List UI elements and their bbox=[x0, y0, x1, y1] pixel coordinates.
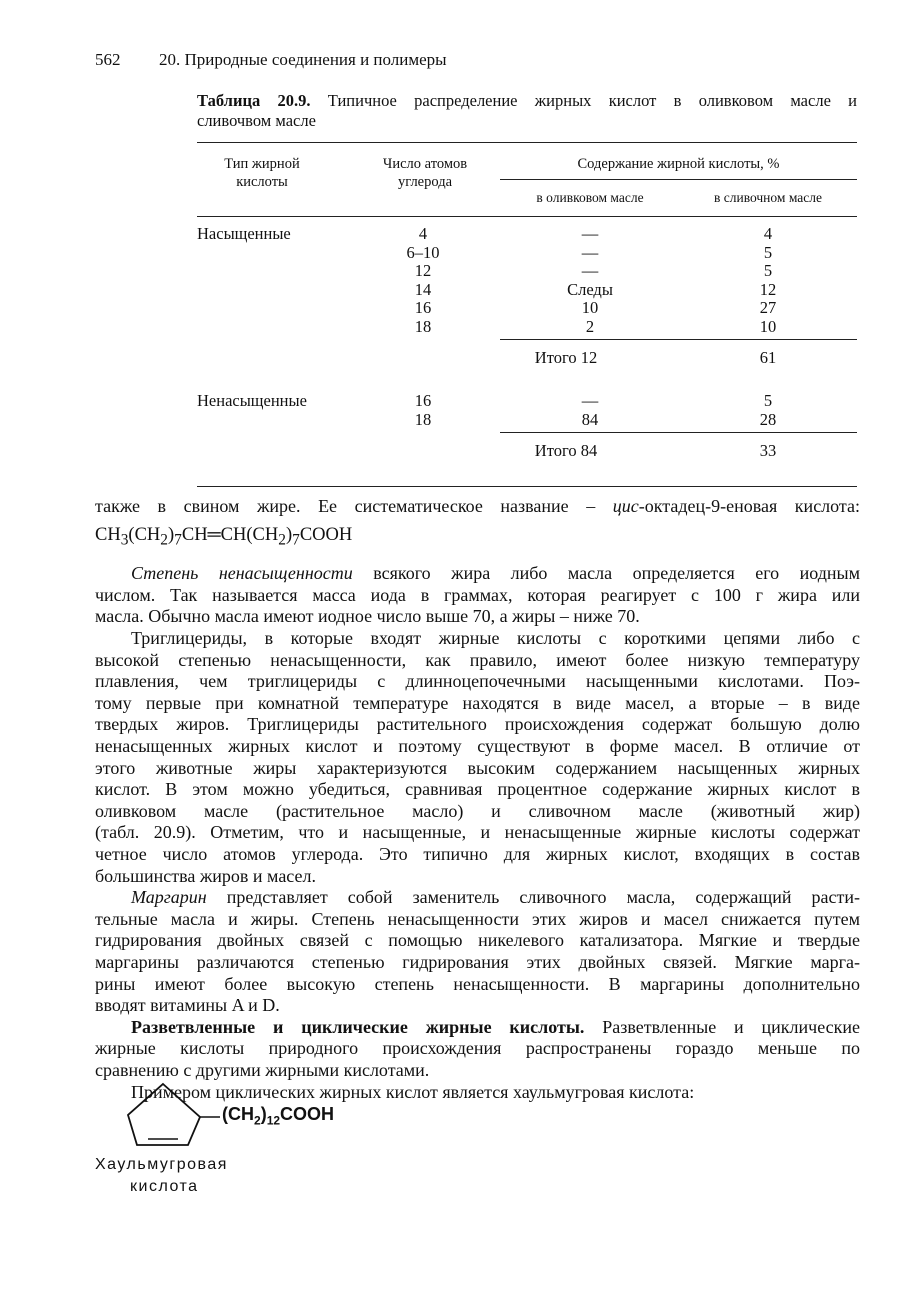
cell-carbon: 14 bbox=[414, 279, 432, 299]
text-line: вводят витамины A и D. bbox=[95, 995, 280, 1016]
cell-butter: 27 bbox=[759, 298, 777, 317]
caption-label: Таблица 20.9. bbox=[197, 91, 311, 110]
structure-label: Хаульмугровая bbox=[95, 1156, 228, 1173]
cell-carbon: 18 bbox=[414, 316, 432, 336]
cell-total-butter: 33 bbox=[759, 441, 777, 460]
paragraph-triglycerides bbox=[95, 628, 860, 887]
cell-butter: 5 bbox=[763, 261, 773, 280]
cell-butter: 28 bbox=[759, 409, 777, 429]
cell-carbon: 6–10 bbox=[406, 242, 440, 262]
table-rule bbox=[197, 486, 857, 487]
caption-text: Типичное распределение жирных кислот в оливковом масле и bbox=[327, 91, 857, 110]
text-line: маргарины различаются степенью гидрирования этих двойных связей. Мягкие марга- bbox=[95, 951, 860, 972]
oleic-acid-formula: $CH_3(CH_2)_7CH═CH(CH_2)_7COOH$ bbox=[95, 524, 353, 549]
text-line: этого животные жиры характеризуются высоким содержанием насыщенных жирных bbox=[95, 757, 860, 778]
cell-total-olive: Итого 12 bbox=[534, 348, 598, 367]
cell-carbon: 16 bbox=[414, 298, 432, 317]
body-text bbox=[95, 496, 860, 1103]
table-rule bbox=[500, 432, 857, 433]
col-header-type: Тип жирной кислоты bbox=[224, 156, 300, 190]
substituent-formula: $(CH_2)_{12}COOH$ bbox=[222, 1104, 335, 1128]
text-line: плавления, чем триглицериды с длинноцепочечными насыщенными кислотами. Поэ- bbox=[95, 671, 860, 692]
text-line: гидрирования двойных связей с помощью никелевого катализатора. Мягкие и твердые bbox=[95, 930, 860, 951]
cell-carbon: 12 bbox=[414, 261, 432, 280]
cell-carbon: 4 bbox=[418, 224, 428, 243]
cell-butter: 5 bbox=[763, 391, 773, 410]
paragraph-unsaturation: Степень ненасыщенности всякого жира либо масла определяется его иодным числом. Так называется масса иода в граммах, которая реагирует с 100 г жира или масла. Обычно масла имеют иодное число выше 70, а жиры – ниже 70. bbox=[95, 563, 861, 627]
paragraph-example: Примером циклических жирных кислот является хаульмугровая кислота: bbox=[131, 1081, 695, 1102]
cell-total-butter: 61 bbox=[759, 348, 777, 367]
text-line: Триглицериды, в которые входят жирные кислоты с короткими цепями либо с bbox=[131, 628, 860, 649]
text-line: оливковом масле (растительное масло) и сливочном масле (животный жир) bbox=[95, 800, 860, 821]
text-line: высокой степенью ненасыщенности, как правило, имеют более низкую температуру bbox=[95, 649, 860, 670]
table-rule bbox=[197, 216, 857, 217]
cell-olive: — bbox=[581, 391, 599, 410]
text-line: кислот. В этом можно убедиться, сравнивая процентное содержание жирных кислот в bbox=[95, 779, 860, 800]
text-line: рины имеют более высокую степень ненасыщенности. В маргарины дополнительно bbox=[95, 973, 860, 994]
caption-text: сливочвом масле bbox=[197, 111, 316, 130]
row-type-label: Насыщенные bbox=[197, 224, 291, 243]
cell-olive: — bbox=[581, 224, 599, 243]
page-number: 562 bbox=[95, 50, 121, 69]
table-rule bbox=[500, 339, 857, 340]
cell-olive: — bbox=[581, 261, 599, 280]
cell-olive: — bbox=[581, 242, 599, 262]
cell-butter: 4 bbox=[763, 224, 773, 243]
text-line: большинства жиров и масел. bbox=[95, 865, 316, 886]
cell-olive: 2 bbox=[585, 316, 595, 336]
cell-butter: 5 bbox=[763, 242, 773, 262]
col-header-content: Содержание жирной кислоты, % bbox=[577, 156, 780, 172]
cell-olive: 10 bbox=[581, 298, 599, 317]
col-header-butter: в сливочном масле bbox=[714, 190, 822, 205]
text-line: также в свином жире. Ее систематическое название – цис-октадец-9-еновая кислота: bbox=[95, 496, 861, 516]
cell-olive: Следы bbox=[567, 279, 613, 299]
table-rule bbox=[500, 179, 857, 180]
text-line: твердых жиров. Триглицериды растительного происхождения содержат большую долю bbox=[95, 714, 860, 735]
table-rule bbox=[197, 142, 857, 143]
table-caption bbox=[197, 91, 857, 131]
cell-butter: 10 bbox=[759, 316, 777, 336]
cell-carbon: 16 bbox=[414, 391, 432, 410]
text-line: ненасыщенных жирных кислот и поэтому существуют в форме масел. В отличие от bbox=[95, 736, 860, 757]
running-title: 20. Природные соединения и полимеры bbox=[159, 50, 447, 69]
paragraph-branched-cyclic: Разветвленные и циклические жирные кислоты. Разветвленные и циклические жирные кислоты природного происхождения распространены гораздо меньше по сравнению с другими жирными кислотами. bbox=[95, 1016, 860, 1080]
text-line: четное число атомов углерода. Это типично для жирных кислот, входящих в состав bbox=[95, 844, 860, 864]
text-line: тельные масла и жиры. Степень ненасыщенности этих жиров и масел снижается путем bbox=[95, 908, 860, 929]
text-line: (табл. 20.9). Отметим, что и насыщенные, и ненасыщенные жирные кислоты содержат bbox=[95, 822, 860, 843]
cell-butter: 12 bbox=[759, 279, 777, 299]
cyclopentene-ring-icon bbox=[120, 1075, 230, 1155]
col-header-olive: в оливковом масле bbox=[536, 190, 644, 205]
cell-total-olive: Итого 84 bbox=[534, 441, 598, 460]
paragraph-margarine: Маргарин представляет собой заменитель сливочного масла, содержащий расти- тельные масла и жиры. Степень ненасыщенности этих жиров и масел снижается путем гидрирования двойных связей с помощью никелевого катализатора. Мягкие и твердые маргарины различаются степенью гидрирования этих двойных связей. Мягкие марга- рины имеют более высокую степень ненасыщенности. В маргарины дополнительно вводят витамины A и D. bbox=[95, 887, 860, 1016]
structure-label: кислота bbox=[130, 1178, 199, 1195]
col-header-carbon: Число атомов углерода bbox=[382, 156, 468, 190]
row-type-label: Ненасыщенные bbox=[197, 391, 307, 410]
text-line: тому первые при комнатной температуре находятся в виде масел, а вторые – в виде bbox=[95, 692, 860, 713]
cell-olive: 84 bbox=[581, 409, 599, 429]
cell-carbon: 18 bbox=[414, 409, 432, 429]
